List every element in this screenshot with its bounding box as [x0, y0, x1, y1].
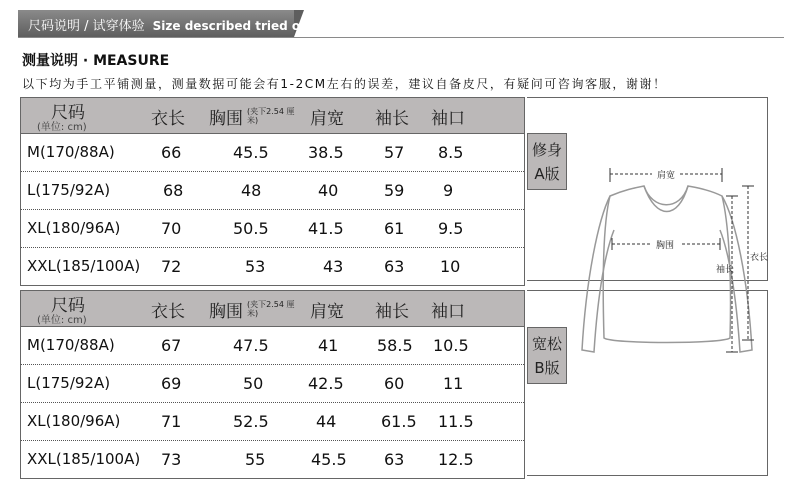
cell-chest: 50.5	[233, 219, 269, 238]
header-unit: (单位: cm)	[37, 122, 87, 133]
header-cuff: 袖口	[431, 302, 465, 322]
cell-length: 72	[161, 257, 182, 276]
table-row	[21, 441, 524, 478]
header-chest: 胸围	[209, 109, 243, 129]
table-row	[21, 248, 524, 285]
table-row	[21, 172, 524, 210]
cell-shoulder: 41.5	[308, 219, 344, 238]
cell-shoulder: 38.5	[308, 143, 344, 162]
header-chest-note: (夹下2.54 厘米)	[247, 107, 295, 125]
cell-shoulder: 41	[318, 336, 339, 355]
chest-label: 胸围	[655, 241, 675, 251]
cell-shoulder: 44	[316, 412, 337, 431]
fit-tag-a-line2: A版	[534, 165, 560, 183]
cell-sleeve: 60	[384, 374, 405, 393]
cell-size: M(170/88A)	[27, 336, 115, 354]
cell-shoulder: 40	[318, 181, 339, 200]
cell-chest: 55	[245, 450, 266, 469]
header-unit: (单位: cm)	[37, 315, 87, 326]
table-row	[21, 365, 524, 403]
header-sleeve: 袖长	[375, 109, 409, 129]
cell-sleeve: 61	[384, 219, 405, 238]
cell-size: XL(180/96A)	[27, 219, 121, 237]
measure-title: 测量说明 · MEASURE	[22, 53, 170, 69]
table-row	[21, 210, 524, 248]
banner-title	[28, 15, 309, 34]
fit-tag-b-line1: 宽松	[531, 335, 562, 353]
header-size: 尺码	[51, 296, 85, 316]
cell-sleeve: 59	[384, 181, 405, 200]
banner-divider	[18, 37, 784, 38]
header-cuff: 袖口	[431, 109, 465, 129]
cell-size: L(175/92A)	[27, 374, 111, 392]
cell-chest: 53	[245, 257, 266, 276]
header-shoulder: 肩宽	[310, 109, 344, 129]
shirt-diagram	[572, 160, 772, 360]
sleeve-label: 袖长	[716, 265, 735, 275]
cell-length: 70	[161, 219, 182, 238]
cell-sleeve: 61.5	[381, 412, 417, 431]
banner-title-en: Size described tried on	[152, 19, 309, 33]
length-label: 衣长	[750, 253, 769, 263]
cell-length: 73	[161, 450, 182, 469]
cell-cuff: 8.5	[438, 143, 464, 162]
header-banner	[0, 0, 788, 40]
header-size: 尺码	[51, 103, 85, 123]
header-chest: 胸围	[209, 302, 243, 322]
fit-tag-b-line2: B版	[534, 359, 560, 377]
cell-chest: 52.5	[233, 412, 269, 431]
cell-sleeve: 57	[384, 143, 405, 162]
size-table-a	[20, 97, 525, 286]
table-header	[21, 98, 524, 134]
header-length: 衣长	[151, 109, 185, 129]
table-row	[21, 134, 524, 172]
cell-sleeve: 63	[384, 450, 405, 469]
cell-length: 67	[161, 336, 182, 355]
cell-cuff: 10	[440, 257, 461, 276]
table-header	[21, 291, 524, 327]
cell-length: 66	[161, 143, 182, 162]
measure-note: 以下均为手工平铺测量，测量数据可能会有1-2CM左右的误差，建议自备皮尺，有疑问可咨询客服，谢谢！	[22, 77, 667, 91]
size-table-b	[20, 290, 525, 479]
header-length: 衣长	[151, 302, 185, 322]
header-shoulder: 肩宽	[310, 302, 344, 322]
cell-cuff: 10.5	[433, 336, 469, 355]
cell-shoulder: 42.5	[308, 374, 344, 393]
cell-chest: 47.5	[233, 336, 269, 355]
cell-cuff: 9	[443, 181, 454, 200]
length-measure	[742, 186, 754, 340]
cell-length: 68	[163, 181, 184, 200]
cell-chest: 45.5	[233, 143, 269, 162]
table-row	[21, 327, 524, 365]
cell-size: XXL(185/100A)	[27, 257, 141, 275]
cell-chest: 48	[241, 181, 262, 200]
cell-cuff: 11.5	[438, 412, 474, 431]
cell-cuff: 11	[443, 374, 464, 393]
cell-sleeve: 58.5	[377, 336, 413, 355]
cell-chest: 50	[243, 374, 264, 393]
cell-size: L(175/92A)	[27, 181, 111, 199]
cell-shoulder: 43	[323, 257, 344, 276]
cell-length: 71	[161, 412, 182, 431]
cell-sleeve: 63	[384, 257, 405, 276]
header-sleeve: 袖长	[375, 302, 409, 322]
shoulder-label: 肩宽	[656, 171, 676, 181]
cell-cuff: 12.5	[438, 450, 474, 469]
cell-size: XXL(185/100A)	[27, 450, 141, 468]
table-row	[21, 403, 524, 441]
header-chest-note: (夹下2.54 厘米)	[247, 300, 295, 318]
cell-size: XL(180/96A)	[27, 412, 121, 430]
banner-title-cn: 尺码说明 / 试穿体验	[28, 19, 145, 34]
fit-tag-a-line1: 修身	[531, 141, 562, 159]
cell-cuff: 9.5	[438, 219, 464, 238]
cell-shoulder: 45.5	[311, 450, 347, 469]
cell-size: M(170/88A)	[27, 143, 115, 161]
cell-length: 69	[161, 374, 182, 393]
